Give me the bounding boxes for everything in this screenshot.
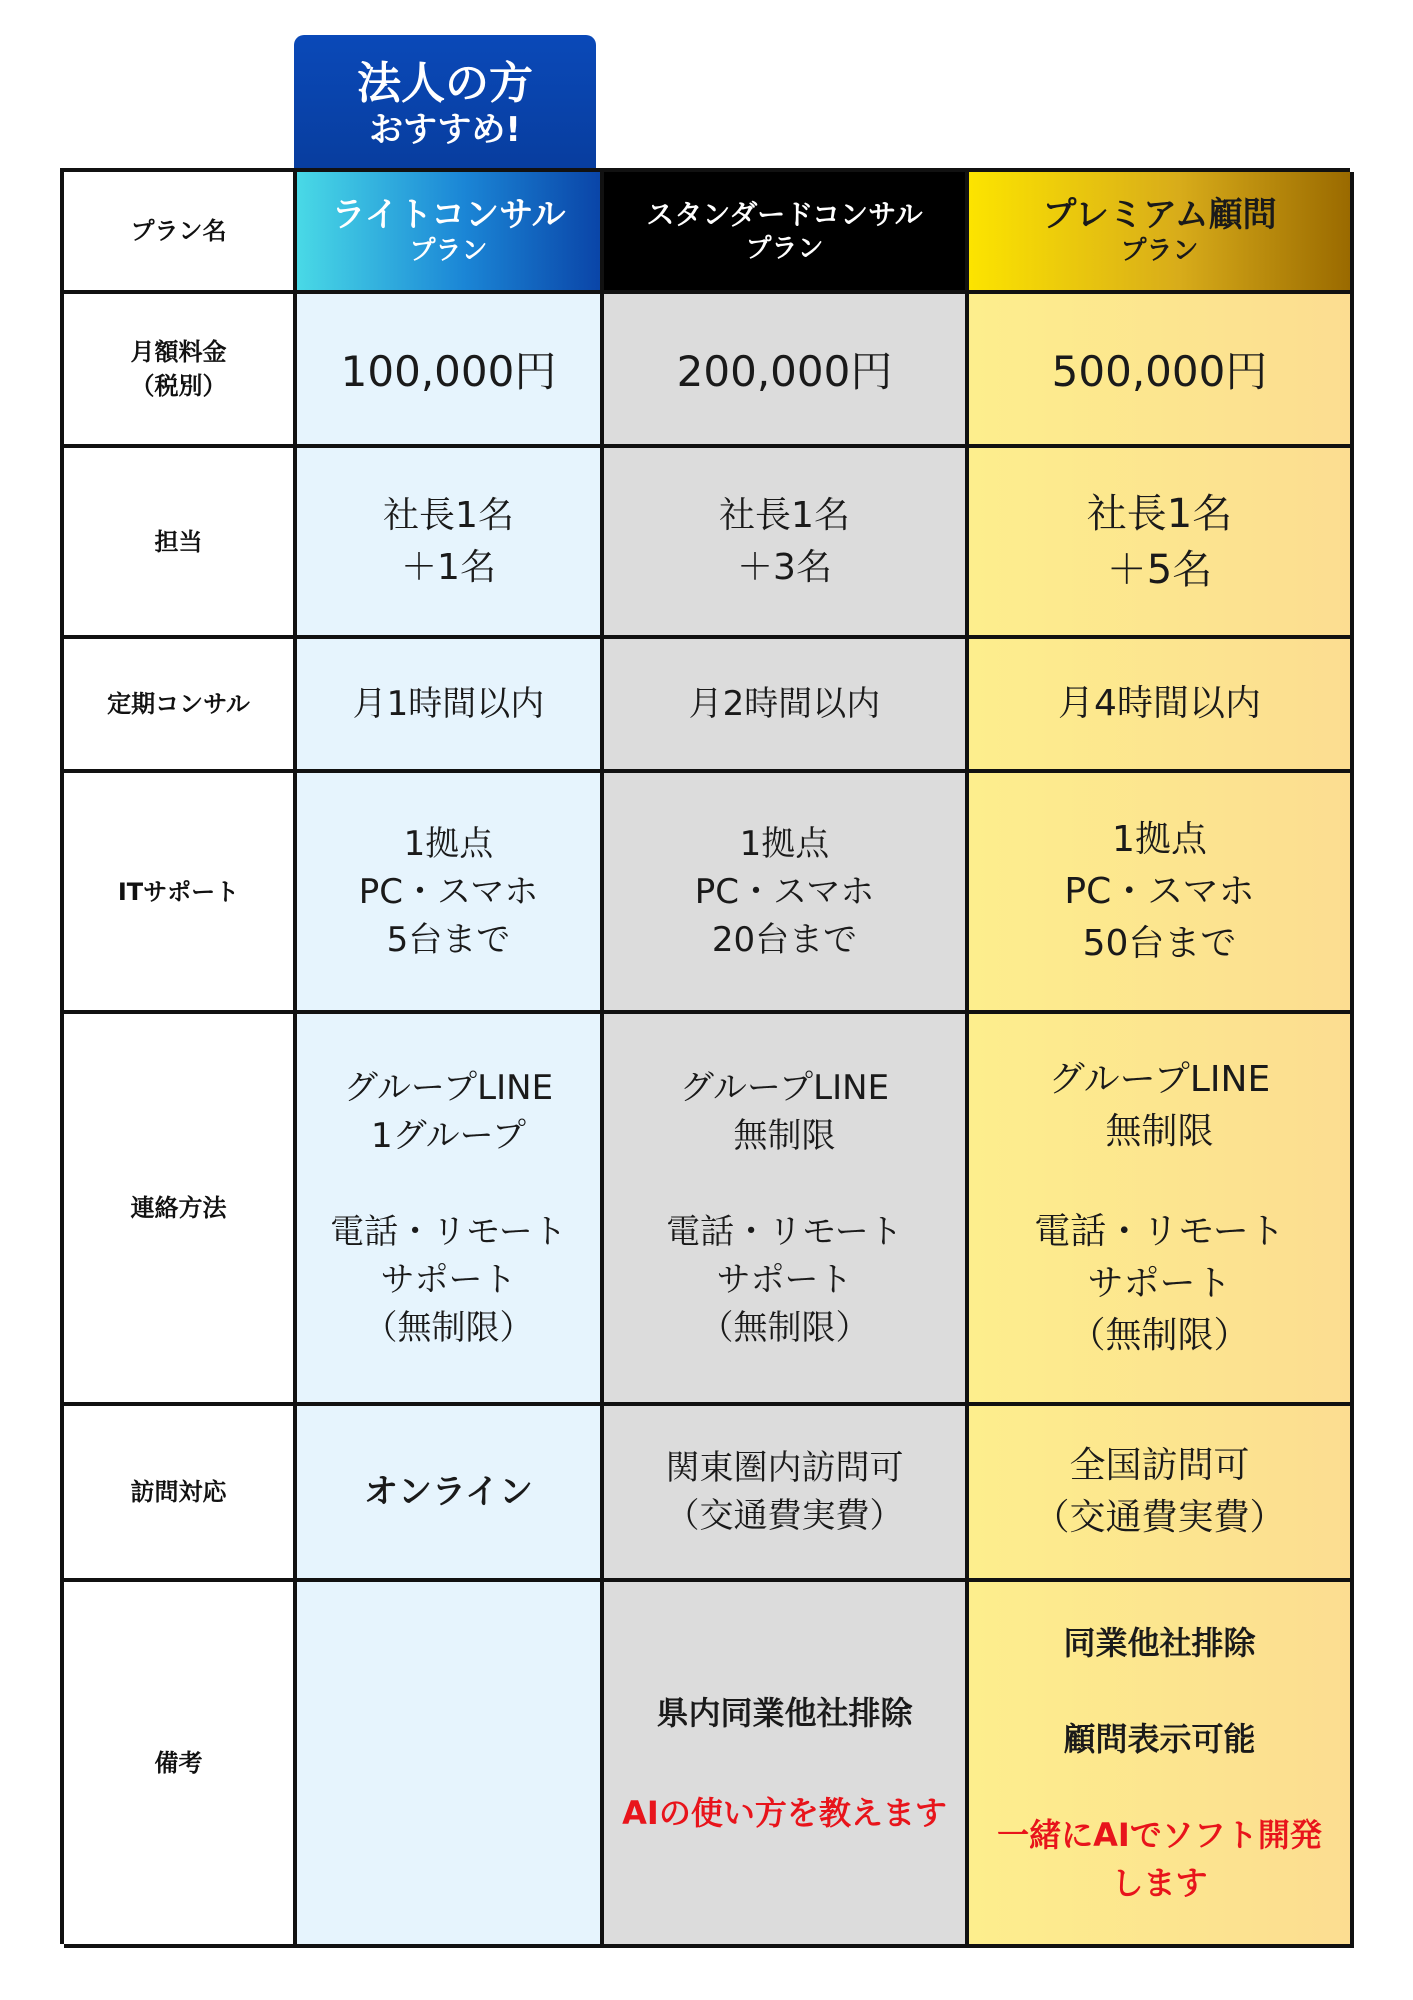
staff-standard: 社長1名 ＋3名	[604, 448, 969, 639]
label-notes: 備考	[64, 1582, 297, 1948]
plan-sub: プラン	[1120, 236, 1199, 266]
visit-premium: 全国訪問可 （交通費実費）	[969, 1406, 1354, 1582]
consult-light: 月1時間以内	[297, 639, 604, 773]
header-premium-plan	[969, 172, 1354, 294]
label-contact: 連絡方法	[64, 1014, 297, 1406]
notes-premium: 同業他社排除 顧問表示可能 一緒にAIでソフト開発 します	[969, 1582, 1354, 1948]
label-staff: 担当	[64, 448, 297, 639]
header-light-plan	[297, 172, 604, 294]
badge-line2: おすすめ!	[369, 109, 521, 150]
badge-line1: 法人の方	[357, 57, 533, 109]
notes-standard: 県内同業他社排除 AIの使い方を教えます	[604, 1582, 969, 1948]
label-visit: 訪問対応	[64, 1406, 297, 1582]
plan-sub: プラン	[409, 236, 488, 266]
plan-name: スタンダードコンサル	[646, 198, 923, 231]
label-consult: 定期コンサル	[64, 639, 297, 773]
label-fee: 月額料金 （税別）	[64, 294, 297, 448]
fee-light: 100,000円	[297, 294, 604, 448]
plan-name: ライトコンサル	[331, 195, 566, 235]
staff-premium: 社長1名 ＋5名	[969, 448, 1354, 639]
header-standard-plan	[604, 172, 969, 294]
plan-sub: プラン	[745, 234, 824, 264]
fee-premium: 500,000円	[969, 294, 1354, 448]
consult-standard: 月2時間以内	[604, 639, 969, 773]
notes-light	[297, 1582, 604, 1948]
it-standard: 1拠点 PC・スマホ 20台まで	[604, 773, 969, 1014]
plan-name: プレミアム顧問	[1042, 195, 1277, 235]
recommend-badge	[294, 35, 596, 172]
contact-standard: グループLINE 無制限 電話・リモート サポート （無制限）	[604, 1014, 969, 1406]
fee-standard: 200,000円	[604, 294, 969, 448]
it-light: 1拠点 PC・スマホ 5台まで	[297, 773, 604, 1014]
label-plan: プラン名	[64, 172, 297, 294]
visit-standard: 関東圏内訪問可 （交通費実費）	[604, 1406, 969, 1582]
it-premium: 1拠点 PC・スマホ 50台まで	[969, 773, 1354, 1014]
consult-premium: 月4時間以内	[969, 639, 1354, 773]
contact-premium: グループLINE 無制限 電話・リモート サポート （無制限）	[969, 1014, 1354, 1406]
staff-light: 社長1名 ＋1名	[297, 448, 604, 639]
visit-light: オンライン	[297, 1406, 604, 1582]
plan-comparison-table	[60, 168, 1350, 1944]
contact-light: グループLINE 1グループ 電話・リモート サポート （無制限）	[297, 1014, 604, 1406]
label-it-support: ITサポート	[64, 773, 297, 1014]
